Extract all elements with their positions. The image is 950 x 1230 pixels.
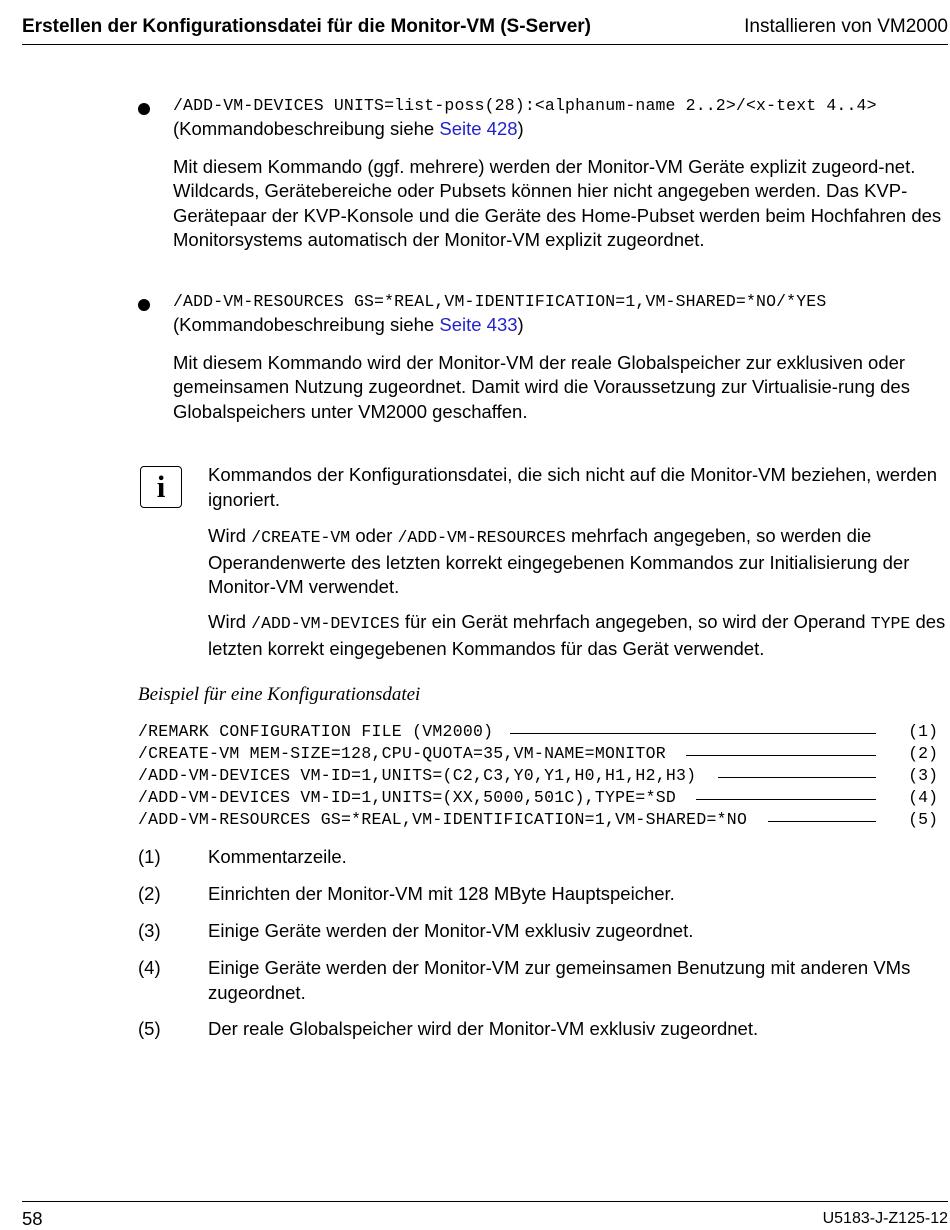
inline-code: /ADD-VM-DEVICES <box>251 614 400 633</box>
code-text: /ADD-VM-DEVICES VM-ID=1,UNITS=(C2,C3,Y0,Y1,H0,H1,H2,H3) <box>138 766 697 785</box>
code-line <box>138 788 938 810</box>
note-text: Wird <box>208 525 252 546</box>
command-syntax <box>173 96 948 115</box>
command-reference <box>173 313 948 338</box>
reference-prefix: (Kommandobeschreibung siehe <box>173 118 440 139</box>
info-icon <box>140 466 182 508</box>
section-title: Erstellen der Konfigurationsdatei für die Monitor-VM (S-Server) <box>22 16 592 37</box>
bullet-icon <box>138 103 150 115</box>
note-text: Wird <box>208 611 252 632</box>
page-link[interactable]: Seite 428 <box>439 118 518 139</box>
command-name: /ADD-VM-DEVICES <box>173 96 324 115</box>
reference-suffix: ) <box>517 118 524 139</box>
inline-code: TYPE <box>870 614 911 633</box>
command-args: GS=*REAL,VM-IDENTIFICATION=1,VM-SHARED=*NO/*YES <box>353 292 827 311</box>
explanation-number: (2) <box>138 883 161 904</box>
code-text: /ADD-VM-RESOURCES GS=*REAL,VM-IDENTIFICATION=1,VM-SHARED=*NO <box>138 810 748 829</box>
command-name: /ADD-VM-RESOURCES <box>173 292 344 311</box>
page-footer <box>22 1201 948 1229</box>
leader-line <box>768 821 876 822</box>
info-note <box>208 610 948 661</box>
code-line-number: (1) <box>908 722 938 741</box>
code-line <box>138 810 938 832</box>
code-line <box>138 722 938 744</box>
info-note: Kommandos der Konfigurationsdatei, die sich nicht auf die Monitor-VM beziehen, werden ignoriert. <box>208 464 938 510</box>
command-args: UNITS=list-poss(28):<alphanum-name 2..2>/<x-text 4..4> <box>333 96 877 115</box>
explanation-number: (4) <box>138 957 161 978</box>
command-reference <box>173 117 948 142</box>
note-text: mehrfach angegeben, so werden die Operandenwerte des letzten korrekt eingegebenen Kommandos zur Initialisierung der Monitor-VM verwendet. <box>208 525 910 597</box>
example-title: Beispiel für eine Konfigurationsdatei <box>138 684 421 705</box>
code-text: /CREATE-VM MEM-SIZE=128,CPU-QUOTA=35,VM-NAME=MONITOR <box>138 744 666 763</box>
leader-line <box>696 799 876 800</box>
code-line <box>138 766 938 788</box>
explanation-number: (5) <box>138 1018 161 1039</box>
code-line-number: (3) <box>908 766 938 785</box>
code-text: /REMARK CONFIGURATION FILE (VM2000) <box>138 722 494 741</box>
leader-line <box>686 755 876 756</box>
paragraph: Mit diesem Kommando wird der Monitor-VM der reale Globalspeicher zur exklusiven oder gemeinsamen Nutzung zugeordnet. Damit wird die Voraussetzung zur Virtualisie-rung des Globalspeichers unter VM2000 geschaffen. <box>173 351 910 422</box>
explanation-text: Kommentarzeile. <box>208 846 347 867</box>
leader-line <box>718 777 876 778</box>
explanation-text: Einrichten der Monitor-VM mit 128 MByte Hauptspeicher. <box>208 883 675 904</box>
reference-prefix: (Kommandobeschreibung siehe <box>173 314 440 335</box>
note-text: oder <box>350 525 398 546</box>
paragraph: Mit diesem Kommando (ggf. mehrere) werden der Monitor-VM Geräte explizit zugeord-net. Wildcards, Gerätebereiche oder Pubsets können hier nicht angegeben werden. Das KVP-Gerätepaar der KVP-Konsole und die Geräte des Home-Pubset werden beim Hochfahren des Monitorsystems automatisch der Monitor-VM explizit zugeordnet. <box>173 155 942 250</box>
code-text: /ADD-VM-DEVICES VM-ID=1,UNITS=(XX,5000,501C),TYPE=*SD <box>138 788 677 807</box>
explanation-number: (1) <box>138 846 161 867</box>
bullet-item <box>173 292 948 424</box>
explanation-text: Der reale Globalspeicher wird der Monitor-VM exklusiv zugeordnet. <box>208 1018 759 1039</box>
page-number: 58 <box>22 1208 43 1229</box>
code-line-number: (4) <box>908 788 938 807</box>
code-line-number: (5) <box>908 810 938 829</box>
leader-line <box>510 733 876 734</box>
inline-code: /ADD-VM-RESOURCES <box>397 528 566 547</box>
bullet-icon <box>138 299 150 311</box>
note-text: des letzten korrekt eingegebenen Kommandos für das Gerät verwendet. <box>208 611 946 659</box>
code-line <box>138 744 938 766</box>
page-link[interactable]: Seite 433 <box>439 314 518 335</box>
info-note <box>208 524 948 600</box>
reference-suffix: ) <box>517 314 524 335</box>
note-text: für ein Gerät mehrfach angegeben, so wird der Operand <box>399 611 871 632</box>
page-header <box>22 14 948 45</box>
explanation-text: Einige Geräte werden der Monitor-VM exklusiv zugeordnet. <box>208 920 694 941</box>
info-glyph: i <box>156 469 166 504</box>
code-line-number: (2) <box>908 744 938 763</box>
command-syntax <box>173 292 948 311</box>
explanation-text: Einige Geräte werden der Monitor-VM zur gemeinsamen Benutzung mit anderen VMs zugeordnet. <box>208 957 911 1003</box>
explanation-number: (3) <box>138 920 161 941</box>
inline-code: /CREATE-VM <box>251 528 351 547</box>
document-id: U5183-J-Z125-12 <box>822 1210 948 1227</box>
bullet-item <box>173 96 948 253</box>
chapter-title: Installieren von VM2000 <box>744 16 948 37</box>
